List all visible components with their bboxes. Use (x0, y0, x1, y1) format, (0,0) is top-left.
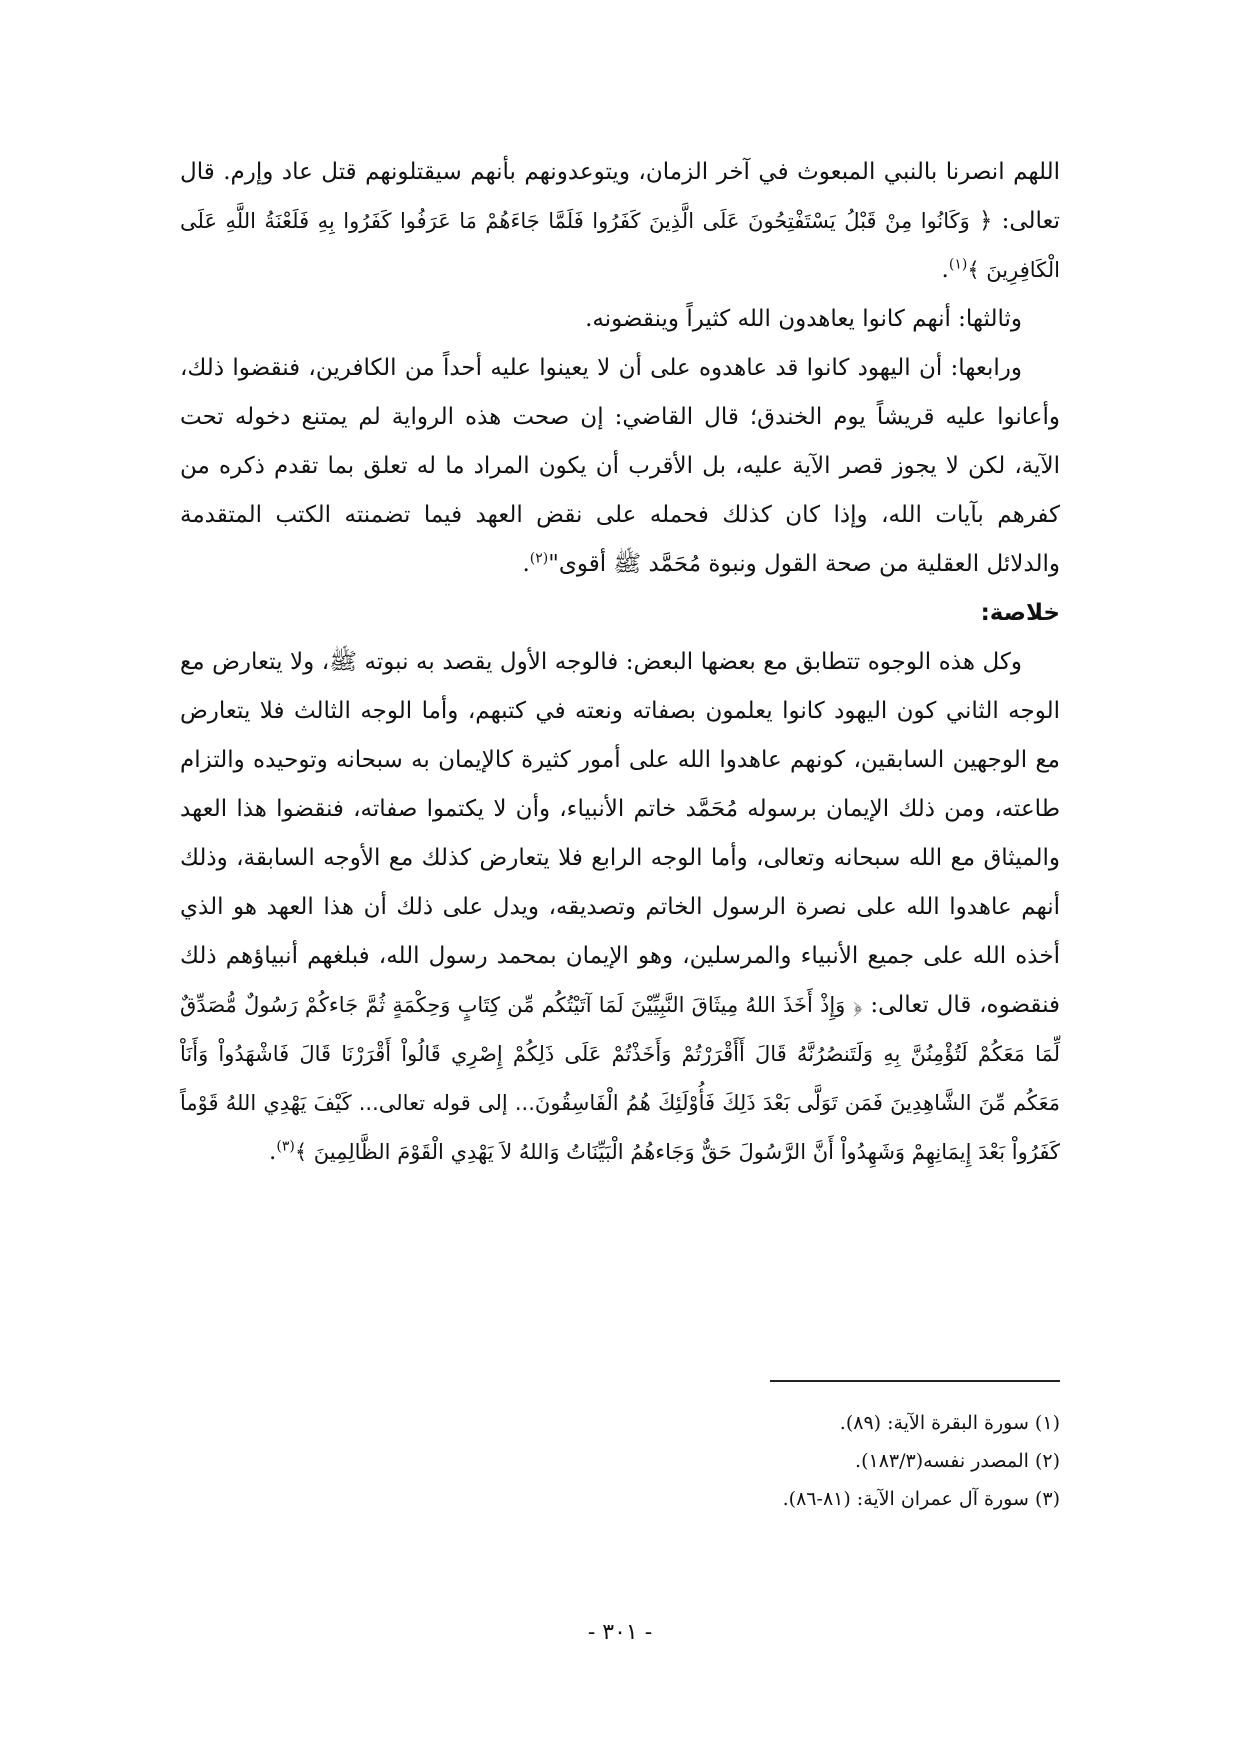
paragraph-1 (180, 148, 1060, 295)
paragraph-4 (180, 638, 1060, 1177)
paragraph-text: اللهم انصرنا بالنبي المبعوث في آخر الزمان، ويتوعدونهم بأنهم سيقتلونهم قتل عاد وإرم. قال تعالى: ﴿ (180, 159, 1061, 234)
footnote-1: (١) سورة البقرة الآية: (٨٩). (839, 1412, 1060, 1434)
paragraph-end: . (522, 551, 530, 577)
paragraph-3 (180, 344, 1060, 589)
footnote-2: (٢) المصدر نفسه(١٨٣/٣). (855, 1450, 1060, 1472)
footnotes (600, 1404, 1060, 1518)
quran-verse: وَإِذْ أَخَذَ اللهُ مِيثَاقَ النَّبِيِّيْنَ لَمَا آتَيْتُكُم مِّن كِتَابٍ وَحِكْمَةٍ ثُمَّ جَاءكُمْ رَسُولٌ مُّصَدِّقٌ لِّمَا مَعَكُمْ لَتُؤْمِنُنَّ بِهِ وَلَتَنصُرُنَّهُ قَالَ أَأَقْرَرْتُمْ وَأَخَذْتُمْ عَلَى ذَلِكُمْ إِصْرِي قَالُواْ أَقْرَرْنَا قَالَ فَاشْهَدُواْ وَأَنَاْ مَعَكُم مِّنَ الشَّاهِدِينَ فَمَن تَوَلَّى بَعْدَ ذَلِكَ فَأُوْلَئِكَ هُمُ الْفَاسِقُونَ... إلى قوله تعالى... كَيْفَ يَهْدِي اللهُ قَوْماً كَفَرُواْ بَعْدَ إِيمَانِهِمْ وَشَهِدُواْ أَنَّ الرَّسُولَ حَقٌّ وَجَاءهُمُ الْبَيِّنَاتُ وَاللهُ لاَ يَهْدِي الْقَوْمَ الظَّالِمِينَ ﴾ (180, 993, 1060, 1164)
paragraph-2: وثالثها: أنهم كانوا يعاهدون الله كثيراً وينقضونه. (585, 306, 1022, 332)
paragraph-text: ورابعها: أن اليهود كانوا قد عاهدوه على أن لا يعينوا عليه أحداً من الكافرين، فنقضوا ذلك، وأعانوا عليه قريشاً يوم الخندق؛ قال القاضي: إن صحت هذه الرواية لم يمتنع دخوله تحت الآية، لكن لا يجوز قصر الآية عليه، بل الأقرب أن يكون المراد ما له تعلق بما تقدم ذكره من كفرهم بآيات الله، وإذا كان كذلك فحمله على نقض العهد فيما تضمنته الكتب المتقدمة والدلائل العقلية من صحة القول ونبوة مُحَمَّد ﷺ أقوى" (180, 355, 1060, 577)
main-text (180, 148, 1060, 1177)
paragraph-text: وكل هذه الوجوه تتطابق مع بعضها البعض: فالوجه الأول يقصد به نبوته ﷺ، ولا يتعارض مع الوجه الثاني كون اليهود كانوا يعلمون بصفاته ونعته في كتبهم، وأما الوجه الثالث فلا يتعارض مع الوجهين السابقين، كونهم عاهدوا الله على أمور كثيرة كالإيمان به سبحانه وتوحيده والتزام طاعته، ومن ذلك الإيمان برسوله مُحَمَّد خاتم الأنبياء، وأن لا يكتموا صفاته، فنقضوا هذا العهد والميثاق مع الله سبحانه وتعالى، وأما الوجه الرابع فلا يتعارض كذلك مع الأوجه السابقة، وذلك أنهم عاهدوا الله على نصرة الرسول الخاتم وتصديقه، ويدل على ذلك أن هذا العهد هو الذي أخذه الله على جميع الأنبياء والمرسلين، وهو الإيمان بمحمد رسول الله، فبلغهم أنبياؤهم ذلك فنقضوه، قال تعالى: ﴿ (180, 649, 1061, 1018)
footnote-divider (770, 1380, 1060, 1382)
footnote-ref[interactable]: (١) (948, 256, 968, 273)
page-number: - ٣٠١ - (587, 1620, 653, 1645)
paragraph-end: . (941, 257, 949, 283)
footnote-ref[interactable]: (٣) (276, 1138, 295, 1155)
paragraph-end: . (269, 1139, 277, 1165)
section-heading: خلاصة: (980, 600, 1060, 626)
footnote-ref[interactable]: (٢) (529, 550, 549, 567)
footnote-3: (٣) سورة آل عمران الآية: (٨١-٨٦). (782, 1488, 1060, 1510)
quran-verse: وَكَانُوا مِنْ قَبْلُ يَسْتَفْتِحُونَ عَلَى الَّذِينَ كَفَرُوا فَلَمَّا جَاءَهُمْ مَا عَرَفُوا كَفَرُوا بِهِ فَلَعْنَةُ اللَّهِ عَلَى الْكَافِرِينَ ﴾ (180, 209, 1060, 282)
